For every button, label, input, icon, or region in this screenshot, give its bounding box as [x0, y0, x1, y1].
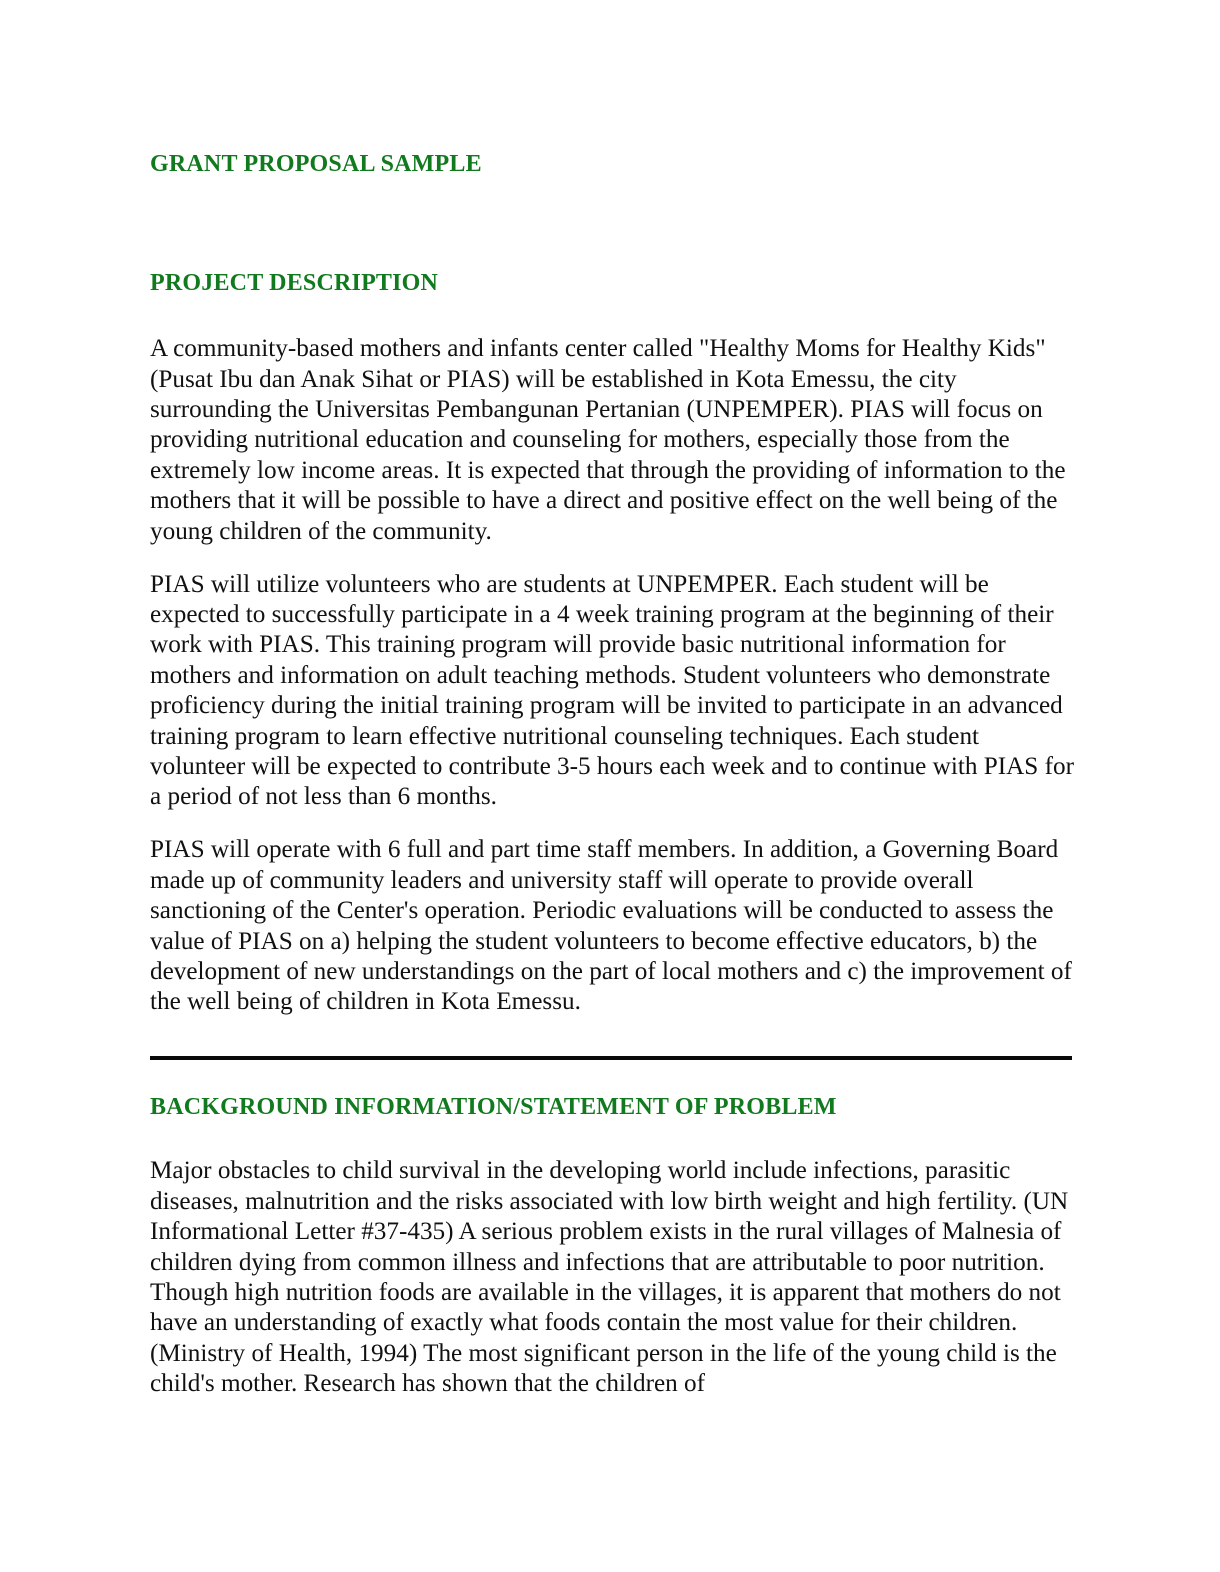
document-content: [150, 0, 1075, 1400]
section-heading-background-information: BACKGROUND INFORMATION/STATEMENT OF PROBLEM: [150, 1093, 837, 1120]
page-title: GRANT PROPOSAL SAMPLE: [150, 151, 482, 177]
section-divider-wrap: [150, 1018, 1075, 1060]
paragraph: A community-based mothers and infants center called "Healthy Moms for Healthy Kids" (Pusat Ibu dan Anak Sihat or PIAS) will be established in Kota Emessu, the city surrounding the Universitas Pembangunan Pertanian (UNPEMPER). PIAS will focus on providing nutritional education and counseling for mothers, especially those from the extremely low income areas. It is expected that through the providing of information to the mothers that it will be possible to have a direct and positive effect on the well being of the young children of the community.: [150, 335, 1066, 545]
paragraph: PIAS will utilize volunteers who are students at UNPEMPER. Each student will be expected to successfully participate in a 4 week training program at the beginning of their work with PIAS. This training program will provide basic nutritional information for mothers and information on adult teaching methods. Student volunteers who demonstrate proficiency during the initial training program will be invited to participate in an advanced training program to learn effective nutritional counseling techniques. Each student volunteer will be expected to contribute 3-5 hours each week and to continue with PIAS for a period of not less than 6 months.: [150, 570, 1074, 811]
paragraph: Major obstacles to child survival in the developing world include infections, parasitic diseases, malnutrition and the risks associated with low birth weight and high fertility. (UN Informational Letter #37-435) A serious problem exists in the rural villages of Malnesia of children dying from common illness and infections that are attributable to poor nutrition. Though high nutrition foods are available in the villages, it is apparent that mothers do not have an understanding of exactly what foods contain the most value for their children. (Ministry of Health, 1994) The most significant person in the life of the young child is the child's mother. Research has shown that the children of: [150, 1157, 1069, 1398]
section-heading-project-description: PROJECT DESCRIPTION: [150, 269, 439, 296]
paragraph: PIAS will operate with 6 full and part time staff members. In addition, a Governing Board made up of community leaders and university staff will operate to provide overall sanctioning of the Center's operation. Periodic evaluations will be conducted to assess the value of PIAS on a) helping the student volunteers to become effective educators, b) the development of new understandings on the part of local mothers and c) the improvement of the well being of children in Kota Emessu.: [150, 836, 1072, 1016]
